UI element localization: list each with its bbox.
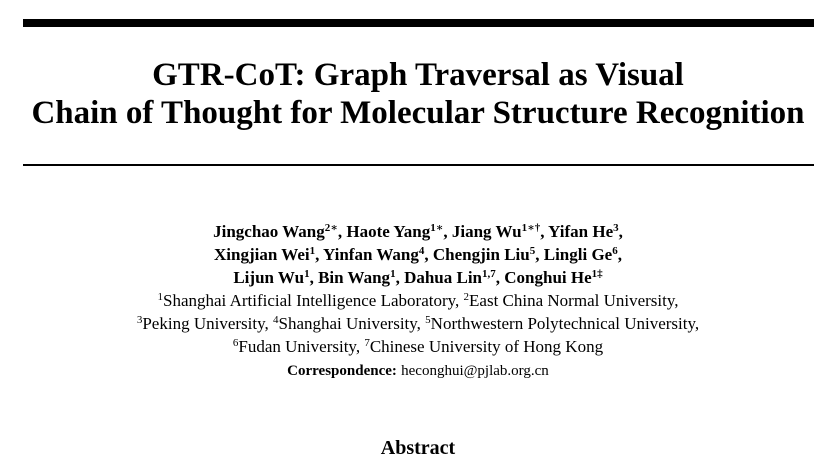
affiliation-sup: 6 <box>232 337 239 349</box>
author-name: Bin Wang <box>318 268 391 287</box>
affiliation-sup: 7 <box>364 337 370 349</box>
author-affil-sup: 1∗† <box>521 222 541 234</box>
correspondence-email[interactable]: heconghui@pjlab.org.cn <box>401 363 549 379</box>
affiliation-name: Shanghai University <box>278 314 417 333</box>
title-line-2: Chain of Thought for Molecular Structure Recognition <box>31 95 805 131</box>
top-rule <box>23 19 814 27</box>
bottom-rule <box>23 164 814 166</box>
author-name: Jiang Wu <box>451 222 522 241</box>
affiliation-sup: 1 <box>157 291 163 303</box>
paper-title <box>0 56 836 132</box>
affiliation-name: Peking University <box>142 314 265 333</box>
abstract-heading: Abstract <box>380 437 456 459</box>
affiliation-name: Northwestern Polytechnical University <box>430 314 695 333</box>
affiliation-name: Shanghai Artificial Intelligence Laboratory <box>162 291 456 310</box>
author-name: Lingli Ge <box>543 245 613 264</box>
affiliation-name: East China Normal University <box>469 291 675 310</box>
author-line-2: Xingjian Wei$^1$, Yinfan Wang$^4$, Chengjin Liu$^5$, Lingli Ge$^6$, <box>214 245 622 264</box>
affiliation-line-3: $^6$Fudan University, $^7$Chinese University of Hong Kong <box>232 337 604 356</box>
author-name: Xingjian Wei <box>214 245 310 264</box>
author-name: Haote Yang <box>346 222 431 241</box>
affiliation-line-2: $^3$Peking University, $^4$Shanghai University, $^5$Northwestern Polytechnical University, <box>136 314 700 333</box>
author-line-1: Jingchao Wang$^{2∗}$, Haote Yang$^{1∗}$, Jiang $Wu^{1∗\dagger}$, Yifan He$^3$, <box>213 222 623 241</box>
author-line-3: Lijun Wu$^1$, Bin Wang$^1$, Dahua Lin$^{1,7}$, Conghui $He^{1\ddagger}$ <box>233 268 603 287</box>
title-line-1: GTR-CoT: Graph Traversal as Visual <box>152 57 684 93</box>
affiliation-name: Fudan University <box>238 337 356 356</box>
affiliation-name: Chinese University of Hong Kong <box>369 337 604 356</box>
author-affil-sup: 1 <box>309 245 316 257</box>
affiliation-sup: 5 <box>425 314 431 326</box>
author-affil-sup: 6 <box>612 245 618 257</box>
author-name: Conghui He <box>504 268 592 287</box>
author-affil-sup: 1 <box>304 268 310 280</box>
affiliation-line-1: $^1$Shanghai Artificial Intelligence Laboratory, $^2$East China Normal University, <box>157 291 679 310</box>
author-affil-sup: 3 <box>613 222 619 234</box>
correspondence-line <box>0 358 836 383</box>
author-name: Chengjin Liu <box>432 245 530 264</box>
author-affil-sup: 4 <box>418 245 425 257</box>
author-affil-sup: 2∗ <box>324 222 338 234</box>
affiliation-sup: 4 <box>272 314 279 326</box>
author-name: Dahua Lin <box>404 268 483 287</box>
author-affil-sup: 1‡ <box>591 268 603 280</box>
author-block <box>0 220 836 383</box>
correspondence-label: Correspondence: <box>287 363 397 379</box>
author-name: Lijun Wu <box>233 268 305 287</box>
author-name: Yifan He <box>548 222 614 241</box>
author-affil-sup: 1∗ <box>430 222 444 234</box>
author-affil-sup: 5 <box>529 245 536 257</box>
author-name: Yinfan Wang <box>322 245 419 264</box>
affiliation-sup: 3 <box>136 314 143 326</box>
author-affil-sup: 1,7 <box>482 268 496 280</box>
author-affil-sup: 1 <box>390 268 396 280</box>
affiliation-sup: 2 <box>463 291 470 303</box>
author-name: Jingchao Wang <box>213 222 325 241</box>
